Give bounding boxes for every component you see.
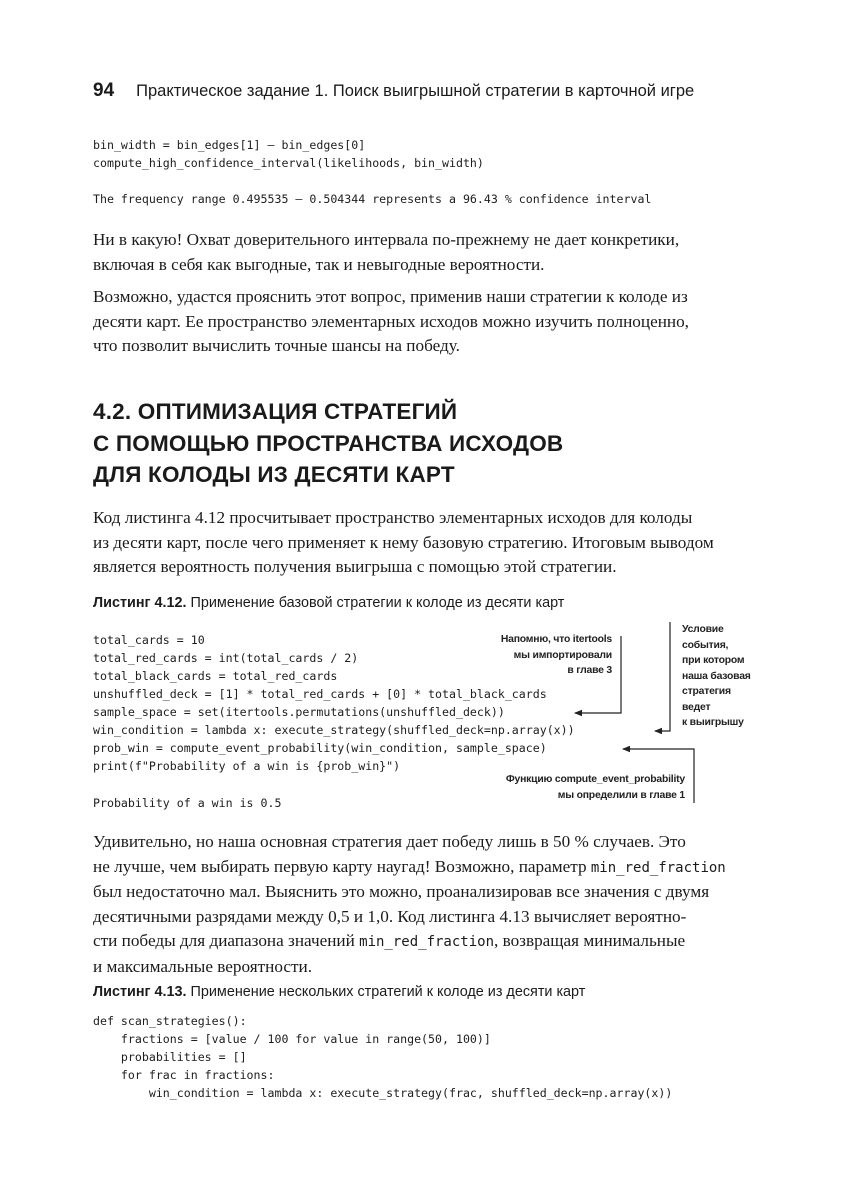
text-line: десяти карт. Ее пространство элементарных исходов можно изучить полноценно, [93, 311, 689, 331]
arrow-itertools [575, 636, 621, 713]
annotation-line: Условие [682, 624, 724, 635]
code-line: compute_high_confidence_interval(likelihoods, bin_width) [93, 156, 484, 170]
text-run: и максимальные вероятности. [93, 956, 313, 976]
code-line: probabilities = [] [93, 1050, 247, 1064]
running-title: Практическое задание 1. Поиск выигрышной стратегии в карточной игре [136, 82, 695, 100]
text-line [93, 955, 758, 980]
text-line: что позволит вычислить точные шансы на победу. [93, 336, 460, 355]
code-line: win_condition = lambda x: execute_strategy(frac, shuffled_deck=np.array(x)) [93, 1086, 673, 1100]
annotation-line: мы определили в главе 1 [557, 789, 685, 801]
code-line: bin_width = bin_edges[1] – bin_edges[0] [93, 138, 366, 152]
code-line: win_condition = lambda x: execute_strategy(shuffled_deck=np.array(x)) [93, 723, 575, 737]
paragraph-4 [93, 830, 758, 979]
text-line: Код листинга 4.12 просчитывает пространство элементарных исходов для колоды [93, 508, 693, 527]
text-line: является вероятность получения выигрыша с помощью этой стратегии. [93, 557, 617, 576]
page-number: 94 [93, 80, 115, 101]
text-line [93, 929, 758, 955]
annotation-line: к выигрышу [682, 717, 744, 728]
section-title-line: С ПОМОЩЬЮ ПРОСТРАНСТВА ИСХОДОВ [93, 430, 564, 456]
arrow-condition [655, 622, 670, 731]
listing-title: Применение нескольких стратегий к колоде из десяти карт [190, 984, 586, 1000]
code-line: sample_space = set(itertools.permutations(unshuffled_deck)) [93, 705, 505, 719]
code-line: total_black_cards = total_red_cards [93, 669, 338, 683]
text-line: Ни в какую! Охват доверительного интервала по-прежнему не дает конкретики, [93, 230, 680, 249]
annotation-line: мы импортировали [513, 649, 612, 661]
text-line: из десяти карт, после чего применяет к нему базовую стратегию. Итоговым выводом [93, 532, 714, 552]
code-line: for frac in fractions: [93, 1068, 275, 1082]
text-line [93, 855, 758, 881]
listing-label: Листинг 4.12. [93, 595, 187, 611]
text-line: включая в себя как выгодные, так и невыгодные вероятности. [93, 254, 545, 274]
inline-code: min_red_fraction [359, 934, 494, 950]
code-line: print(f"Probability of a win is {prob_win}") [93, 759, 401, 773]
annotation-line: Напомню, что itertools [500, 634, 612, 645]
code-line: prob_win = compute_event_probability(win_condition, sample_space) [93, 741, 547, 755]
inline-code: min_red_fraction [590, 859, 726, 876]
text-run: Удивительно, но наша основная стратегия дает победу лишь в 50 % случаев. Это [93, 832, 686, 851]
code-line: unshuffled_deck = [1] * total_red_cards + [0] * total_black_cards [93, 687, 547, 701]
text-line [93, 880, 758, 905]
section-title-line: 4.2. ОПТИМИЗАЦИЯ СТРАТЕГИЙ [93, 399, 458, 424]
code-line: def scan_strategies(): [93, 1014, 247, 1028]
annotation-line: ведет [682, 701, 711, 713]
listing-title: Применение базовой стратегии к колоде из десяти карт [190, 595, 565, 611]
code-line: total_cards = 10 [93, 633, 205, 647]
text-run: сти победы для диапазона значений [93, 931, 360, 950]
text-line: Возможно, удастся прояснить этот вопрос, применив наши стратегии к колоде из [93, 287, 688, 306]
annotation-line: в главе 3 [567, 665, 612, 676]
text-line [93, 830, 758, 855]
text-run: десятичными разрядами между 0,5 и 1,0. Код листинга 4.13 вычисляет вероятно- [93, 906, 687, 926]
annotation-line: при котором [682, 655, 745, 666]
listing-4-13-caption [93, 984, 585, 1000]
annotation-line: события, [682, 639, 729, 651]
code-output: The frequency range 0.495535 – 0.504344 represents a 96.43 % confidence interval [93, 192, 652, 206]
annotation-line: Функцию compute_event_probability [505, 774, 685, 785]
annotation-line: наша базовая [682, 670, 751, 682]
code-output: Probability of a win is 0.5 [93, 796, 282, 810]
text-line [93, 905, 758, 930]
text-run: , возвращая минимальные [494, 931, 686, 950]
code-line: total_red_cards = int(total_cards / 2) [93, 651, 359, 665]
section-title-line: ДЛЯ КОЛОДЫ ИЗ ДЕСЯТИ КАРТ [93, 462, 455, 487]
arrow-function [623, 749, 694, 803]
annotation-line: стратегия [682, 686, 731, 697]
code-line: fractions = [value / 100 for value in range(50, 100)] [93, 1032, 491, 1046]
text-run: не лучше, чем выбирать первую карту наугад! Возможно, параметр [93, 856, 591, 876]
text-run: был недостаточно мал. Выяснить это можно, проанализировав все значения с двумя [93, 882, 710, 901]
listing-label: Листинг 4.13. [93, 984, 187, 1000]
